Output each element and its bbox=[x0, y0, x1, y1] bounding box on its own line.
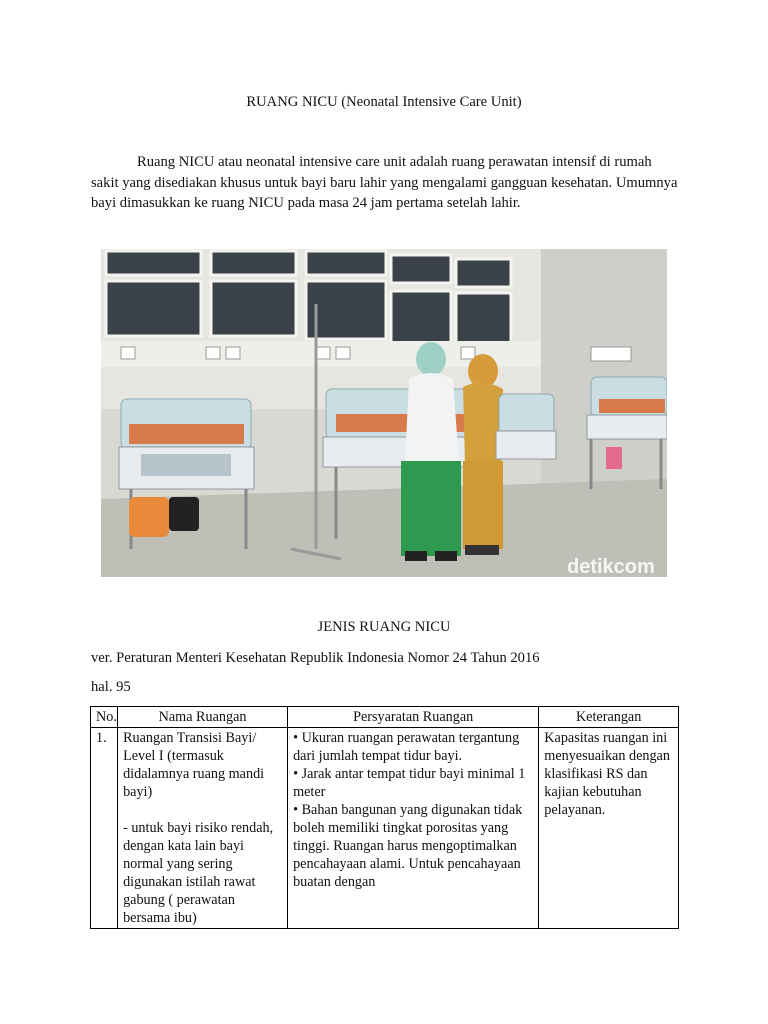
requirement-item: • Bahan bangunan yang digunakan tidak boleh memiliki tingkat porositas yang tinggi. Ruangan harus mengoptimalkan pencahayaan alami. Untuk pencahayaan buatan dengan bbox=[293, 802, 523, 890]
page-title: RUANG NICU (Neonatal Intensive Care Unit) bbox=[246, 94, 522, 110]
header-no: No. bbox=[91, 707, 118, 728]
room-types-table bbox=[90, 706, 679, 929]
header-requirements: Persyaratan Ruangan bbox=[288, 707, 539, 728]
requirement-item: • Jarak antar tempat tidur bayi minimal 1 meter bbox=[293, 766, 526, 800]
requirements-cell bbox=[288, 728, 539, 929]
room-name: Ruangan Transisi Bayi/ Level I (termasuk didalamnya ruang mandi bayi) bbox=[123, 730, 265, 800]
row-number: 1. bbox=[91, 728, 118, 929]
room-description: - untuk bayi risiko rendah, dengan kata lain bayi normal yang sering digunakan istilah rawat gabung ( perawatan bersama ibu) bbox=[123, 820, 274, 926]
intro-paragraph: Ruang NICU atau neonatal intensive care unit adalah ruang perawatan intensif di rumah sakit yang disediakan khusus untuk bayi baru lahir yang mengalami gangguan kesehatan. Umumnya bayi dimasukkan ke ruang NICU pada masa 24 jam pertama setelah lahir. bbox=[91, 154, 678, 211]
photo-watermark: detikcom bbox=[567, 556, 655, 577]
nicu-photo bbox=[101, 249, 667, 577]
regulation-reference: ver. Peraturan Menteri Kesehatan Republik Indonesia Nomor 24 Tahun 2016 bbox=[91, 650, 540, 666]
notes-cell: Kapasitas ruangan ini menyesuaikan dengan klasifikasi RS dan kajian kebutuhan pelayanan. bbox=[539, 728, 679, 929]
room-name-cell bbox=[118, 728, 288, 929]
table-header-row bbox=[91, 707, 679, 728]
requirement-item: • Ukuran ruangan perawatan tergantung dari jumlah tempat tidur bayi. bbox=[293, 730, 520, 764]
header-notes: Keterangan bbox=[539, 707, 679, 728]
page-reference: hal. 95 bbox=[91, 679, 131, 695]
header-name: Nama Ruangan bbox=[118, 707, 288, 728]
section-title: JENIS RUANG NICU bbox=[317, 619, 451, 635]
table-row bbox=[91, 728, 679, 929]
